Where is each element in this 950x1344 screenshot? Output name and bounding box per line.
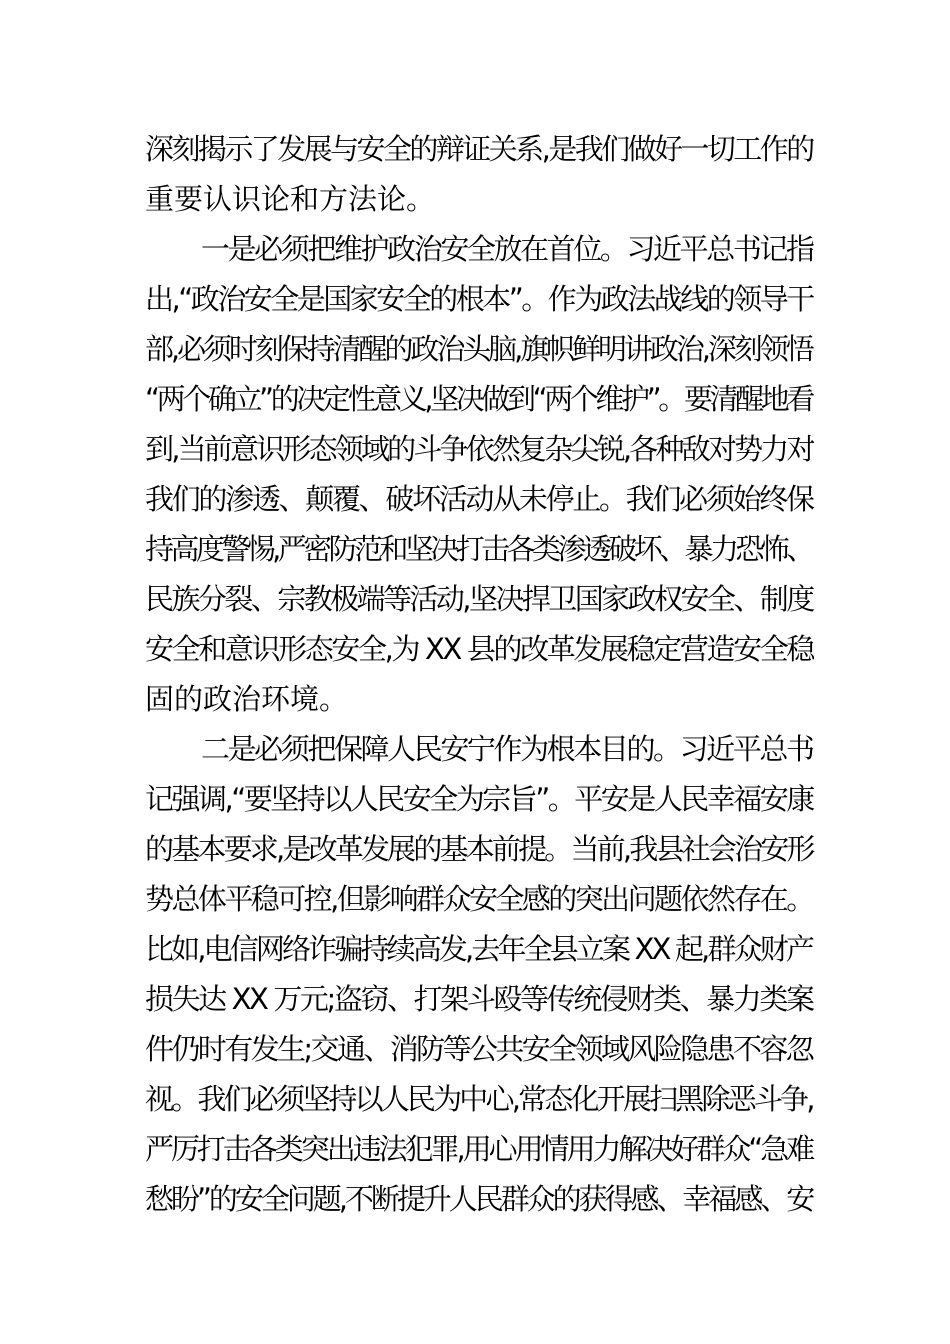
- text-line: 势总体平稳可控,但影响群众安全感的突出问题依然存在。: [145, 882, 813, 916]
- text-line: 民族分裂、宗教极端等活动,坚决捍卫国家政权安全、制度: [145, 582, 813, 616]
- text-line: 部,必须时刻保持清醒的政治头脑,旗帜鲜明讲政治,深刻领悟: [145, 332, 812, 366]
- text-line: 比如,电信网络诈骗持续高发,去年全县立案 XX 起,群众财产: [145, 932, 812, 966]
- paragraph-first-line: 二是必须把保障人民安宁作为根本目的。习近平总书: [201, 732, 813, 766]
- text-line: 我们的渗透、颠覆、破坏活动从未停止。我们必须始终保: [145, 482, 813, 516]
- text-line: 严厉打击各类突出违法犯罪,用心用情用力解决好群众“急难: [145, 1132, 813, 1166]
- paragraph-first-line: 一是必须把维护政治安全放在首位。习近平总书记指: [201, 232, 813, 266]
- text-line: 安全和意识形态安全,为 XX 县的改革发展稳定营造安全稳: [145, 632, 814, 666]
- text-line: 出,“政治安全是国家安全的根本”。作为政法战线的领导干: [145, 282, 813, 316]
- text-line: 的基本要求,是改革发展的基本前提。当前,我县社会治安形: [145, 832, 813, 866]
- text-line: 记强调,“要坚持以人民安全为宗旨”。平安是人民幸福安康: [145, 782, 813, 816]
- text-line: 到,当前意识形态领域的斗争依然复杂尖锐,各种敌对势力对: [145, 432, 813, 466]
- text-line: 件仍时有发生;交通、消防等公共安全领域风险隐患不容忽: [145, 1032, 813, 1066]
- text-line: 深刻揭示了发展与安全的辩证关系,是我们做好一切工作的: [145, 132, 813, 166]
- text-line: 愁盼”的安全问题,不断提升人民群众的获得感、幸福感、安: [145, 1182, 813, 1216]
- text-line: “两个确立”的决定性意义,坚决做到“两个维护”。要清醒地看: [145, 382, 812, 416]
- text-line: 固的政治环境。: [145, 682, 349, 716]
- text-line: 损失达 XX 万元;盗窃、打架斗殴等传统侵财类、暴力类案: [145, 982, 813, 1016]
- text-line: 持高度警惕,严密防范和坚决打击各类渗透破坏、暴力恐怖、: [145, 532, 812, 566]
- text-line: 视。我们必须坚持以人民为中心,常态化开展扫黑除恶斗争,: [145, 1082, 813, 1116]
- text-line: 重要认识论和方法论。: [145, 182, 436, 216]
